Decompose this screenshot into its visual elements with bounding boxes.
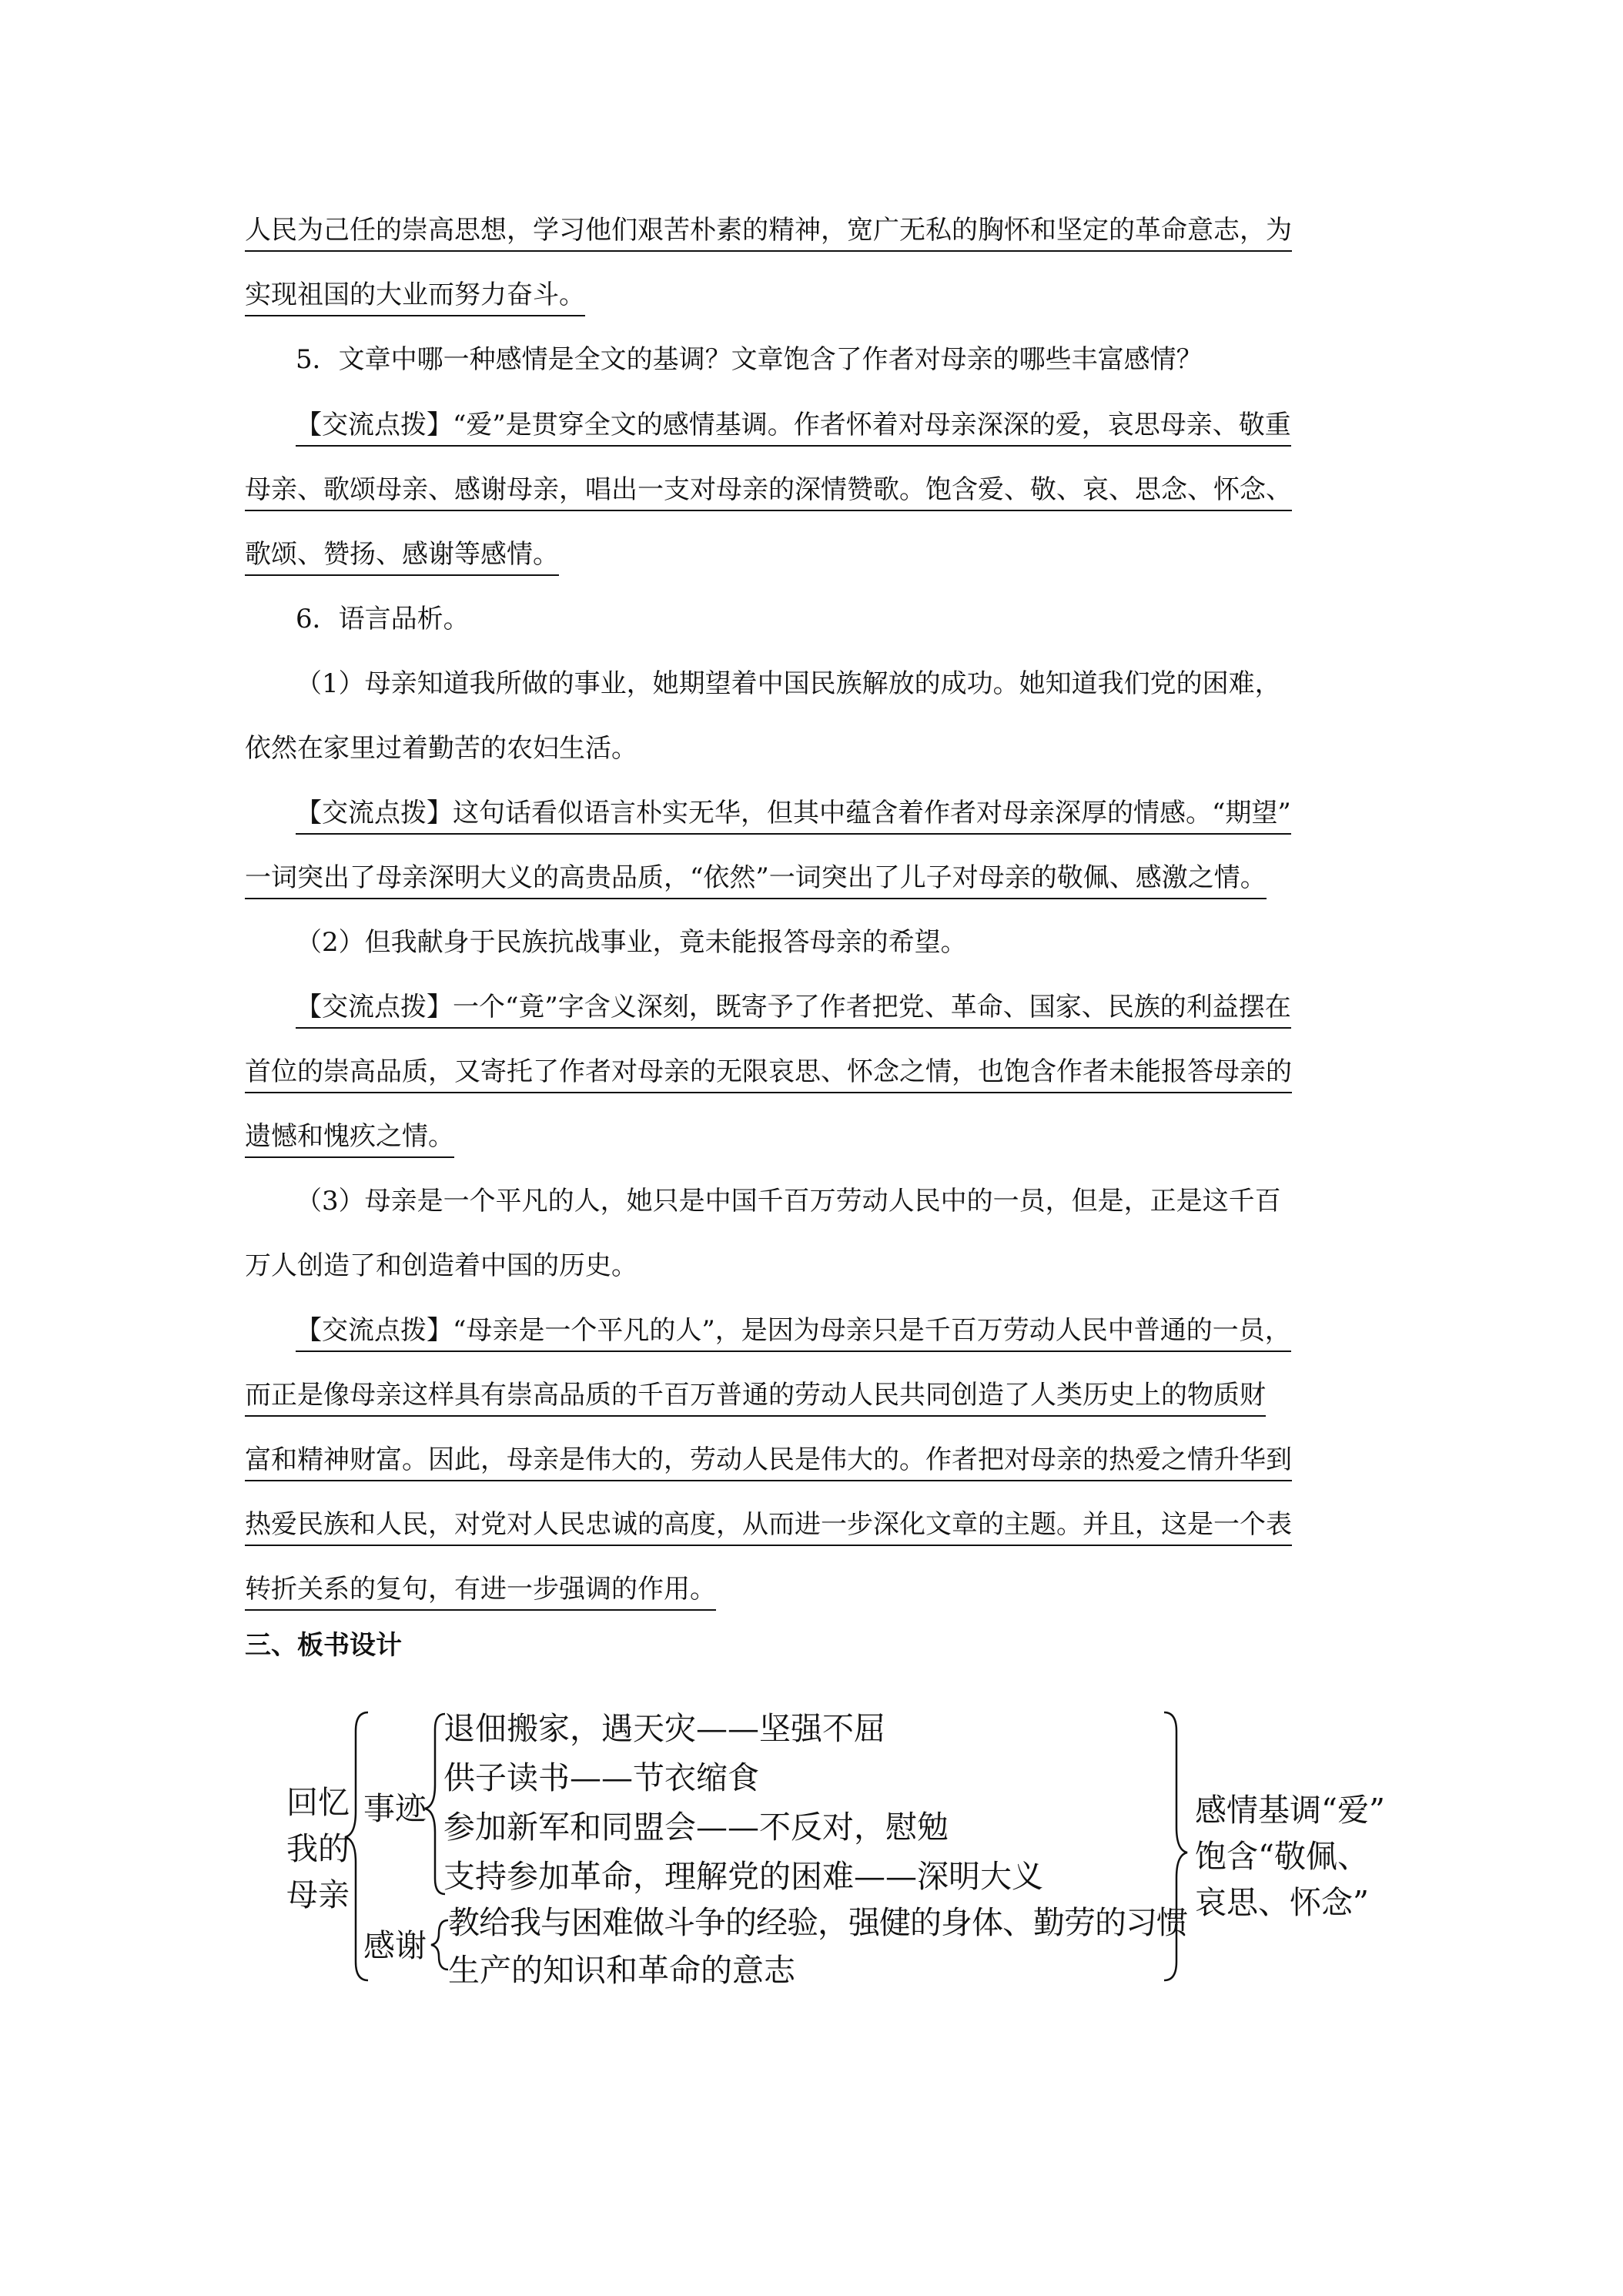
summary-line-3: 哀思、怀念” [1195, 1884, 1369, 1921]
deed-item: 支持参加革命，理解党的困难——深明大义 [443, 1858, 1043, 1895]
root-line-1: 回忆 [286, 1784, 350, 1821]
text-line: 实现祖国的大业而努力奋斗。 [245, 278, 585, 316]
answer-line: 而正是像母亲这样具有崇高品质的千百万普通的劳动人民共同创造了人类历史上的物质财 [245, 1378, 1266, 1417]
deed-item: 供子读书——节衣缩食 [443, 1759, 759, 1796]
root-line-3: 母亲 [286, 1876, 350, 1913]
answer-line: 【交流点拨】这句话看似语言朴实无华，但其中蕴含着作者对母亲深厚的情感。“期望” [296, 796, 1291, 835]
answer-line: 遗憾和愧疚之情。 [245, 1120, 454, 1158]
answer-line: 转折关系的复句，有进一步强调的作用。 [245, 1572, 716, 1611]
text-line: 人民为己任的崇高思想，学习他们艰苦朴素的精神，宽广无私的胸怀和坚定的革命意志，为 [245, 213, 1292, 252]
section-title: 三、板书设计 [245, 1630, 402, 1661]
sentence-2: （2）但我献身于民族抗战事业，竟未能报答母亲的希望。 [296, 927, 967, 958]
root-line-2: 我的 [286, 1830, 350, 1867]
summary-line-1: 感情基调“爱” [1195, 1792, 1385, 1829]
sentence-3-cont: 万人创造了和创造着中国的历史。 [245, 1250, 637, 1281]
answer-line: 热爱民族和人民，对党对人民忠诚的高度，从而进一步深化文章的主题。并且，这是一个表 [245, 1508, 1292, 1546]
question-5: 5．文章中哪一种感情是全文的基调？文章饱含了作者对母亲的哪些丰富感情？ [296, 344, 1203, 375]
thanks-item: 教给我与困难做斗争的经验，强健的身体、勤劳的习惯 [448, 1904, 1187, 1941]
thanks-brace [431, 1920, 448, 1970]
answer-line: 母亲、歌颂母亲、感谢母亲，唱出一支对母亲的深情赞歌。饱含爱、敬、哀、思念、怀念、 [245, 473, 1292, 511]
blackboard-design [277, 1700, 1401, 1993]
answer-line: 【交流点拨】“爱”是贯穿全文的感情基调。作者怀着对母亲深深的爱，哀思母亲、敬重 [296, 408, 1291, 447]
answer-line: 一词突出了母亲深明大义的高贵品质，“依然”一词突出了儿子对母亲的敬佩、感激之情。 [245, 861, 1267, 899]
sentence-1-cont: 依然在家里过着勤苦的农妇生活。 [245, 733, 637, 764]
deed-item: 退佃搬家，遇天灾——坚强不屈 [443, 1710, 885, 1747]
answer-line: 【交流点拨】“母亲是一个平凡的人”，是因为母亲只是千百万劳动人民中普通的一员， [296, 1314, 1291, 1352]
deed-item: 参加新军和同盟会——不反对，慰勉 [443, 1809, 949, 1846]
answer-line: 首位的崇高品质，又寄托了作者对母亲的无限哀思、怀念之情，也饱含作者未能报答母亲的 [245, 1055, 1292, 1093]
answer-line: 富和精神财富。因此，母亲是伟大的，劳动人民是伟大的。作者把对母亲的热爱之情升华到 [245, 1443, 1292, 1481]
answer-line: 歌颂、赞扬、感谢等感情。 [245, 537, 559, 576]
question-6: 6．语言品析。 [296, 604, 470, 634]
answer-line: 【交流点拨】一个“竟”字含义深刻，既寄予了作者把党、革命、国家、民族的利益摆在 [296, 990, 1291, 1029]
sentence-3: （3）母亲是一个平凡的人，她只是中国千百万劳动人民中的一员，但是，正是这千百 [296, 1186, 1281, 1217]
deeds-label: 事迹 [363, 1790, 427, 1827]
sentence-1: （1）母亲知道我所做的事业，她期望着中国民族解放的成功。她知道我们党的困难， [296, 668, 1281, 699]
thanks-item: 生产的知识和革命的意志 [448, 1952, 795, 1989]
deeds-brace [425, 1714, 445, 1894]
summary-line-2: 饱含“敬佩、 [1195, 1838, 1369, 1875]
thanks-label: 感谢 [363, 1927, 427, 1964]
